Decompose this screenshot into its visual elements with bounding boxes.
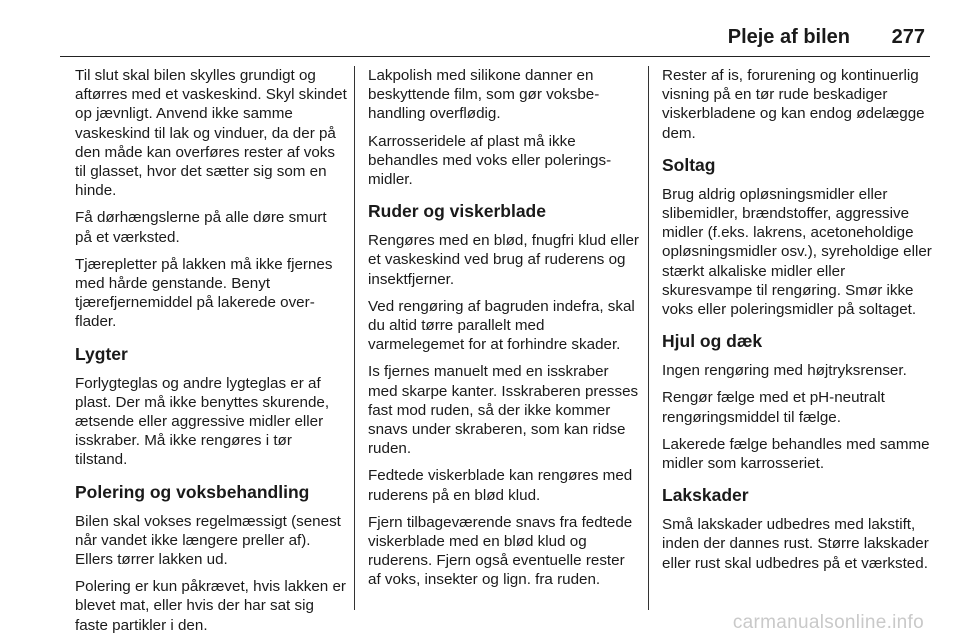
column-divider: [648, 66, 649, 610]
page-header: [60, 0, 930, 57]
paragraph: Is fjernes manuelt med en isskraber med skarpe kanter. Isskraberen presses fast mod ruden, så der ikke kommer snavs under skraberen, som kan ridse ruden.: [368, 363, 639, 458]
section-heading: Ruder og viskerblade: [368, 201, 546, 222]
section-heading: Polering og voksbehandling: [75, 481, 310, 502]
paragraph: Få dørhængslerne på alle døre smurt på et værksted.: [75, 209, 327, 246]
paragraph: Fedtede viskerblade kan rengøres med ruderens på en blød klud.: [368, 467, 633, 504]
paragraph: Rengøres med en blød, fnugfri klud eller et vaskeskind ved brug af ruderens og insektfjerner.: [368, 232, 639, 288]
paragraph: Ingen rengøring med højtryksrenser.: [662, 362, 907, 380]
section-title: Pleje af bilen: [727, 26, 850, 48]
paragraph: Bilen skal vokses regelmæssigt (senest når vandet ikke længere preller af). Ellers tørrer lakken ud.: [75, 512, 341, 569]
paragraph: Til slut skal bilen skylles grundigt og aftørres med et vaskeskind. Skyl skindet op jævnligt. Anvend ikke samme vaskeskind til lak og vinduer, da der på den måde kan overføres rester af voks til glasset, hvor det sætter sig som en hinde.: [75, 67, 347, 200]
page-number: 277: [891, 26, 925, 48]
paragraph: Rengør fælge med et pH-neutralt rengøringsmiddel til fælge.: [662, 389, 885, 426]
paragraph: Lakerede fælge behandles med samme midler som karrosseriet.: [662, 435, 930, 473]
paragraph: Tjærepletter på lakken må ikke fjernes med hårde genstande. Benyt tjærefjernemiddel på lakerede overflader.: [75, 255, 333, 331]
text-column-1: [75, 66, 347, 643]
paragraph: Fjern tilbageværende snavs fra fedtede viskerblade med en blød klud og ruderens. Fjern også eventuelle rester af voks, insekter og lign. fra ruden.: [368, 513, 633, 589]
text-column-3: [662, 66, 934, 581]
paragraph: Lakpolish med silikone danner en beskyttende film, som gør voksbehandling overflødig.: [368, 67, 600, 123]
paragraph: Små lakskader udbedres med lakstift, inden der dannes rust. Større lakskader eller rust skal udbedres på et værksted.: [662, 516, 929, 572]
section-heading: Soltag: [662, 154, 716, 175]
section-heading: Hjul og dæk: [662, 331, 763, 352]
watermark: carmanualsonline.info: [732, 612, 924, 633]
paragraph: Karrosseridele af plast må ikke behandles med voks eller poleringsmidler.: [368, 132, 612, 189]
section-heading: Lygter: [75, 343, 128, 364]
text-column-2: [368, 66, 640, 598]
section-heading: Lakskader: [662, 485, 749, 506]
paragraph: Ved rengøring af bagruden indefra, skal du altid tørre parallelt med varmelegemet for at forhindre skader.: [368, 297, 635, 354]
paragraph: Brug aldrig opløsningsmidler eller slibemidler, brændstoffer, aggressive midler (f.eks. lakrens, acetoneholdige opløsningsmidler osv.), syreholdige eller stærkt alkaliske midler eller skuresvampe til rengøring. Smør ikke voks eller poleringsmidler på soltaget.: [662, 185, 932, 319]
paragraph: Polering er kun påkrævet, hvis lakken er blevet mat, eller hvis der har sat sig faste partikler i den.: [75, 578, 346, 634]
paragraph: Rester af is, forurening og kontinuerlig visning på en tør rude beskadiger viskerbladene og kan endog ødelægge dem.: [662, 67, 925, 142]
paragraph: Forlygteglas og andre lygteglas er af plast. Der må ikke benyttes skurende, ætsende eller aggressive midler eller isskraber. Må ikke rengøres i tør tilstand.: [75, 374, 330, 469]
column-divider: [354, 66, 355, 610]
